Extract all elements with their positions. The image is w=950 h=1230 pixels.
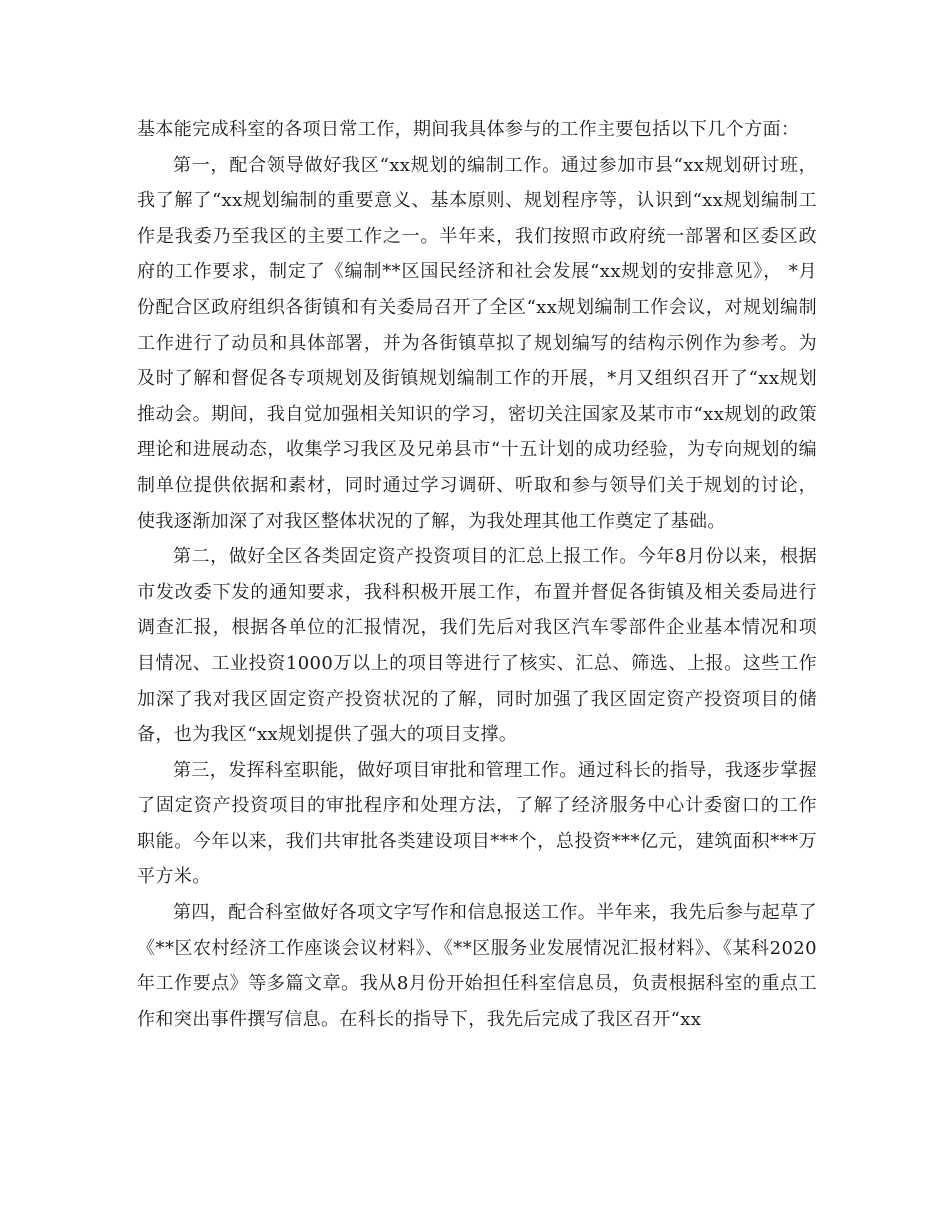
- paragraph-fourth: 第四，配合科室做好各项文字写作和信息报送工作。半年来，我先后参与起草了《**区农村经济工作座谈会议材料》、《**区服务业发展情况汇报材料》、《某科2020年工作要点》等多篇文章。我从8月份开始担任科室信息员，负责根据科室的重点工作和突出事件撰写信息。在科长的指导下，我先后完成了我区召开“xx: [137, 902, 817, 1030]
- paragraph-second: 第二，做好全区各类固定资产投资项目的汇总上报工作。今年8月份以来，根据市发改委下发的通知要求，我科积极开展工作，布置并督促各街镇及相关委局进行调查汇报，根据各单位的汇报情况，我们先后对我区汽车零部件企业基本情况和项目情况、工业投资1000万以上的项目等进行了核实、汇总、筛选、上报。这些工作加深了我对我区固定资产投资状况的了解，同时加强了我区固定资产投资项目的储备，也为我区“xx规划提供了强大的项目支撑。: [137, 546, 817, 746]
- document-page: [137, 112, 817, 1037]
- paragraph-intro: 基本能完成科室的各项日常工作，期间我具体参与的工作主要包括以下几个方面：: [137, 119, 800, 140]
- paragraph-first: 第一，配合领导做好我区“xx规划的编制工作。通过参加市县“xx规划研讨班，我了解了“xx规划编制的重要意义、基本原则、规划程序等，认识到“xx规划编制工作是我委乃至我区的主要工作之一。半年来，我们按照市政府统一部署和区委区政府的工作要求，制定了《编制**区国民经济和社会发展“xx规划的安排意见》， *月份配合区政府组织各街镇和有关委局召开了全区“xx规划编制工作会议，对规划编制工作进行了动员和具体部署，并为各街镇草拟了规划编写的结构示例作为参考。为及时了解和督促各专项规划及街镇规划编制工作的开展，*月又组织召开了“xx规划推动会。期间，我自觉加强相关知识的学习，密切关注国家及某市市“xx规划的政策理论和进展动态，收集学习我区及兄弟县市“十五计划的成功经验，为专向规划的编制单位提供依据和素材，同时通过学习调研、听取和参与领导们关于规划的讨论，使我逐渐加深了对我区整体状况的了解，为我处理其他工作奠定了基础。: [137, 154, 817, 532]
- paragraph-third: 第三，发挥科室职能，做好项目审批和管理工作。通过科长的指导，我逐步掌握了固定资产投资项目的审批程序和处理方法，了解了经济服务中心计委窗口的工作职能。今年以来，我们共审批各类建设项目***个，总投资***亿元，建筑面积***万平方米。: [137, 759, 817, 888]
